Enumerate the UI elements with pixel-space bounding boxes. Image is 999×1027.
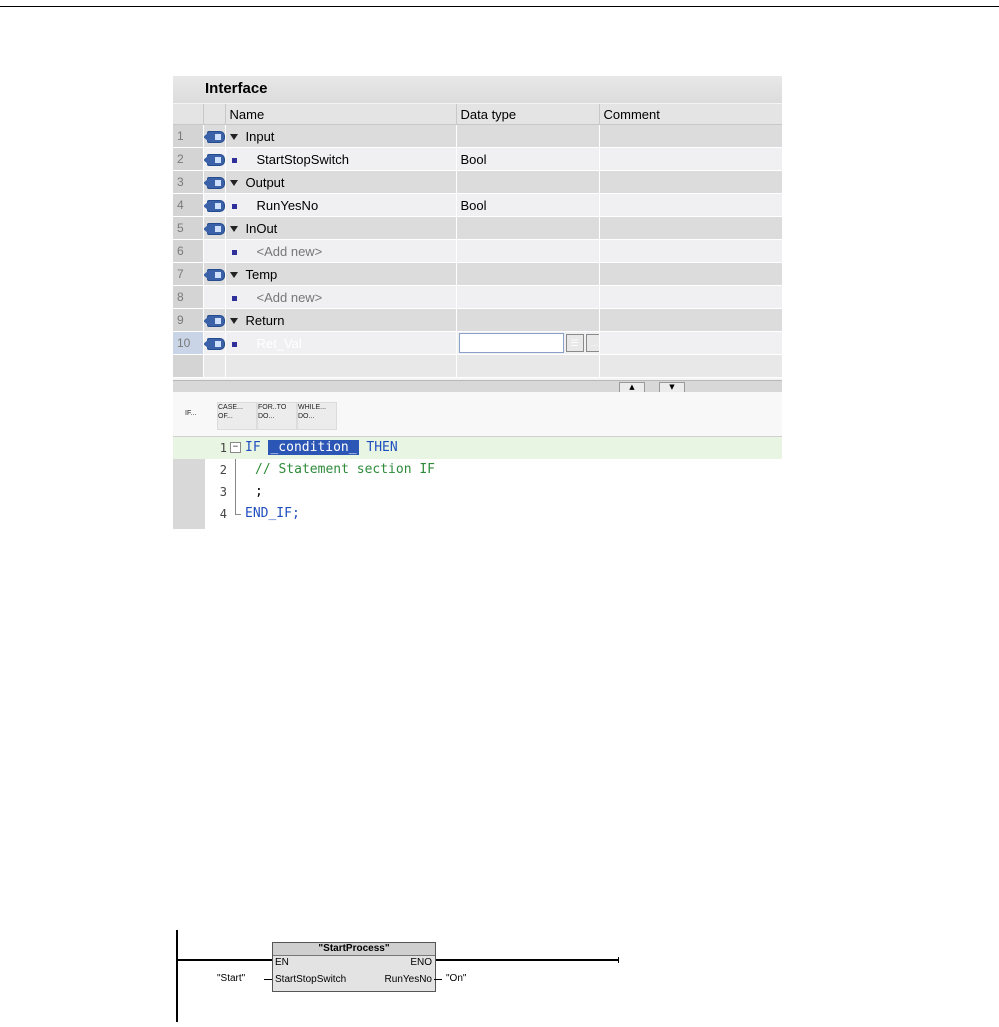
- table-header-row: [173, 104, 782, 125]
- power-rail: [176, 930, 178, 1022]
- selected-condition[interactable]: _condition_: [270, 440, 357, 455]
- section-label: InOut: [245, 220, 278, 236]
- instruction-toolbar: [173, 392, 782, 437]
- function-block[interactable]: [272, 942, 436, 992]
- data-type-cell[interactable]: [456, 286, 599, 309]
- interface-icon: [207, 269, 225, 281]
- column-header-comment[interactable]: Comment: [599, 104, 782, 125]
- row-number: 1: [173, 125, 203, 148]
- bullet-icon: [232, 204, 237, 209]
- table-row[interactable]: [173, 309, 782, 332]
- code-line[interactable]: 3 ;: [173, 481, 782, 503]
- comment-cell[interactable]: [599, 309, 782, 332]
- comment-cell[interactable]: [599, 217, 782, 240]
- row-number: 5: [173, 217, 203, 240]
- column-header-data-type[interactable]: Data type: [456, 104, 599, 125]
- table-row: [173, 355, 782, 378]
- code-line[interactable]: 4 END_IF;: [173, 503, 782, 525]
- comment-cell[interactable]: [599, 148, 782, 171]
- fbd-network: [176, 930, 626, 1025]
- line-number: 1: [219, 441, 227, 455]
- row-number: 7: [173, 263, 203, 286]
- code-editor[interactable]: [173, 437, 782, 529]
- collapse-triangle-icon[interactable]: [230, 226, 238, 232]
- section-label: Temp: [245, 266, 278, 282]
- interface-title: Interface: [205, 80, 268, 97]
- interface-icon: [207, 223, 225, 235]
- data-type-cell[interactable]: [456, 171, 599, 194]
- interface-panel: [173, 76, 782, 529]
- bullet-icon: [232, 342, 237, 347]
- collapse-triangle-icon[interactable]: [230, 134, 238, 140]
- interface-title-bar: [173, 76, 782, 103]
- scroll-up-icon[interactable]: ▲: [619, 382, 645, 393]
- page-top-rule: [0, 6, 999, 7]
- bullet-icon: [232, 296, 237, 301]
- comment-cell[interactable]: [599, 171, 782, 194]
- data-type-cell[interactable]: [456, 263, 599, 286]
- section-label: Return: [245, 312, 285, 328]
- data-type-input[interactable]: Void: [459, 333, 564, 353]
- ellipsis-button[interactable]: ...: [586, 334, 600, 352]
- collapse-triangle-icon[interactable]: [230, 272, 238, 278]
- add-new-placeholder[interactable]: <Add new>: [256, 289, 323, 305]
- block-name: "StartProcess": [273, 943, 435, 956]
- eno-wire: [434, 959, 618, 961]
- row-number: 4: [173, 194, 203, 217]
- interface-icon: [207, 177, 225, 189]
- parameter-name[interactable]: StartStopSwitch: [256, 151, 349, 167]
- comment-cell[interactable]: [599, 332, 782, 355]
- bullet-icon: [232, 158, 237, 163]
- table-row[interactable]: [173, 148, 782, 171]
- section-label: Output: [245, 174, 285, 190]
- comment-cell[interactable]: [599, 194, 782, 217]
- table-row[interactable]: [173, 286, 782, 309]
- collapse-triangle-icon[interactable]: [230, 318, 238, 324]
- row-number: 6: [173, 240, 203, 263]
- eno-pin: ENO: [410, 957, 432, 968]
- data-type-cell[interactable]: Bool: [456, 148, 599, 171]
- line-number: 3: [219, 485, 227, 499]
- parameter-name[interactable]: Ret_Val: [256, 335, 302, 351]
- row-number: 8: [173, 286, 203, 309]
- table-row[interactable]: [173, 240, 782, 263]
- data-type-cell[interactable]: [456, 240, 599, 263]
- input-tag[interactable]: "Start": [217, 973, 246, 984]
- data-type-cell[interactable]: [456, 125, 599, 148]
- collapse-triangle-icon[interactable]: [230, 180, 238, 186]
- row-number: 2: [173, 148, 203, 171]
- interface-table: [173, 104, 782, 378]
- row-number: 9: [173, 309, 203, 332]
- comment-cell[interactable]: [599, 125, 782, 148]
- comment-cell[interactable]: [599, 240, 782, 263]
- list-button-icon[interactable]: ☰: [566, 334, 584, 352]
- add-new-placeholder[interactable]: <Add new>: [256, 243, 323, 259]
- line-number: 2: [219, 463, 227, 477]
- output-pin: RunYesNo: [384, 974, 432, 985]
- code-line[interactable]: 2 // Statement section IF: [173, 459, 782, 481]
- fold-minus-icon[interactable]: −: [230, 442, 241, 453]
- interface-icon: [207, 200, 225, 212]
- interface-icon: [207, 154, 225, 166]
- comment-cell[interactable]: [599, 263, 782, 286]
- table-row[interactable]: [173, 263, 782, 286]
- en-pin: EN: [275, 957, 289, 968]
- row-number: 10: [173, 332, 203, 355]
- table-row[interactable]: [173, 171, 782, 194]
- parameter-name[interactable]: RunYesNo: [256, 197, 319, 213]
- output-tag[interactable]: "On": [446, 973, 467, 984]
- table-row[interactable]: [173, 194, 782, 217]
- code-line[interactable]: 1 − IF _condition_ THEN: [173, 437, 782, 459]
- line-number: 4: [219, 507, 227, 521]
- interface-icon: [207, 315, 225, 327]
- bullet-icon: [232, 250, 237, 255]
- data-type-cell[interactable]: Bool: [456, 194, 599, 217]
- table-row[interactable]: [173, 125, 782, 148]
- data-type-cell[interactable]: [456, 217, 599, 240]
- interface-icon: [207, 338, 225, 350]
- column-header-name[interactable]: Name: [225, 104, 456, 125]
- scroll-down-icon[interactable]: ▼: [659, 382, 685, 393]
- en-wire: [178, 959, 272, 961]
- table-row[interactable]: [173, 217, 782, 240]
- if-button[interactable]: IF...: [185, 410, 197, 417]
- comment-cell[interactable]: [599, 286, 782, 309]
- data-type-cell[interactable]: [456, 309, 599, 332]
- section-label: Input: [245, 128, 275, 144]
- while-button[interactable]: WHILE... DO...: [297, 402, 337, 430]
- row-number: 3: [173, 171, 203, 194]
- table-row[interactable]: [173, 332, 782, 355]
- interface-icon: [207, 131, 225, 143]
- input-pin: StartStopSwitch: [275, 974, 347, 985]
- for-button[interactable]: FOR..TO DO...: [257, 402, 297, 430]
- case-button[interactable]: CASE... OF...: [217, 402, 257, 430]
